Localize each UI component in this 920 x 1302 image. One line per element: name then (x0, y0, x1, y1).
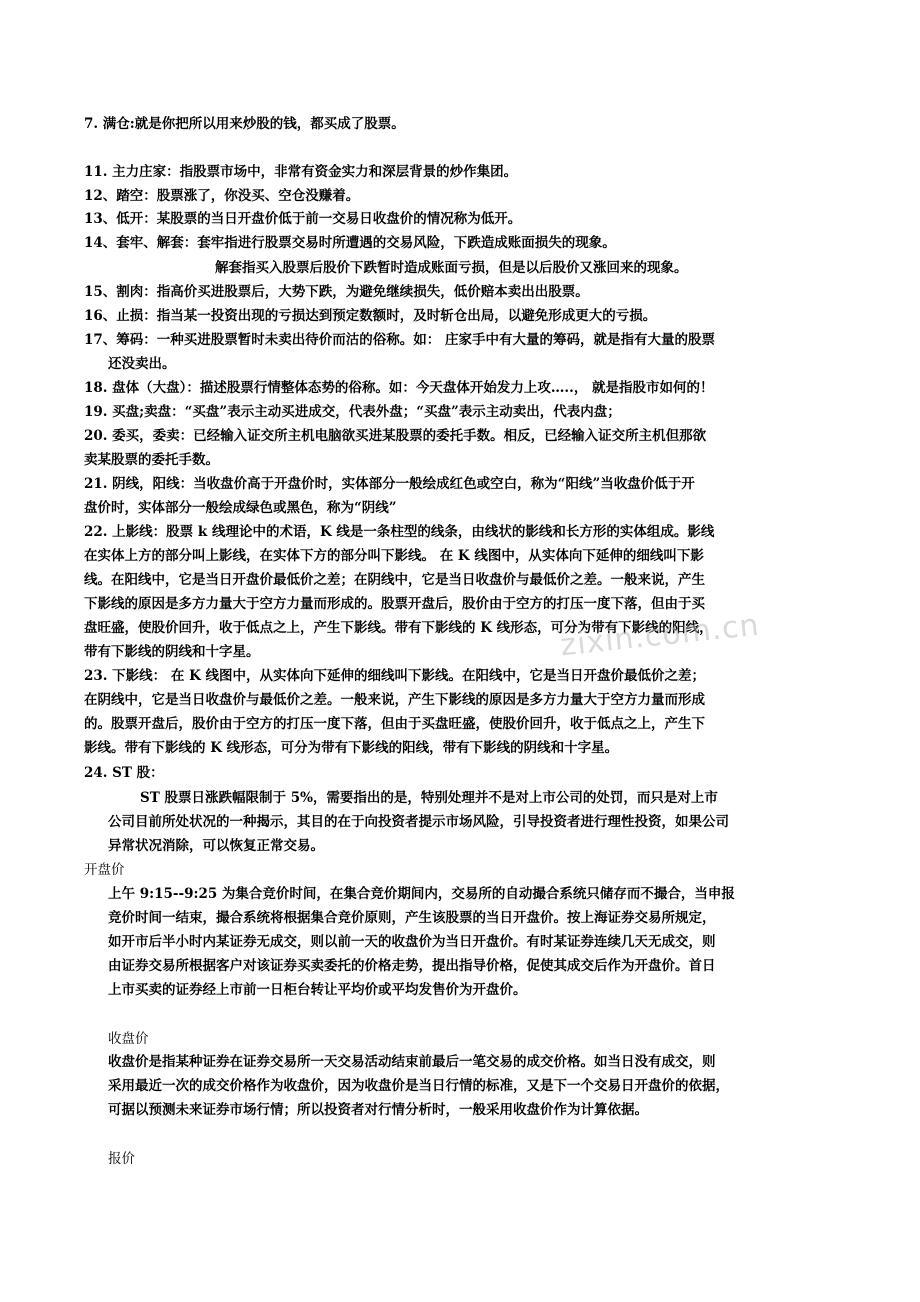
text-line: 异常状况消除，可以恢复正常交易。 (108, 838, 324, 854)
text-line: 盘旺盛，使股价回升，收于低点之上，产生下影线。带有下影线的 K 线形态，可分为带有下影线的阳线， (84, 620, 713, 636)
text-line: 解套指买入股票后股价下跌暂时造成账面亏损，但是以后股价又涨回来的现象。 (215, 260, 688, 276)
text-line: 竞价时间一结束，撮合系统将根据集合竞价原则，产生该股票的当日开盘价。按上海证券交易所规定， (108, 910, 716, 926)
text-line: 可据以预测未来证券市场行情；所以投资者对行情分析时，一般采用收盘价作为计算依据。 (108, 1102, 648, 1118)
text-line: 带有下影线的阴线和十字星。 (84, 644, 260, 660)
text-line: 17、筹码：一种买进股票暂时未卖出待价而沽的俗称。如： 庄家手中有大量的筹码，就是指有大量的股票 (84, 332, 715, 348)
text-line: 由证券交易所根据客户对该证券买卖委托的价格走势，提出指导价格，促使其成交后作为开盘价。首日 (108, 958, 716, 974)
text-line: 22. 上影线：股票 k 线理论中的术语，K 线是一条柱型的线条，由线状的影线和长方形的实体组成。影线 (84, 524, 715, 540)
text-line: 23. 下影线： 在 K 线图中，从实体向下延伸的细线叫下影线。在阳线中，它是当日开盘价最低价之差； (84, 668, 706, 684)
text-line: 的。股票开盘后，股价由于空方的打压一度下落，但由于买盘旺盛，使股价回升，收于低点之上，产生下 (84, 716, 705, 732)
text-line: 影线。带有下影线的 K 线形态，可分为带有下影线的阳线，带有下影线的阴线和十字星。 (84, 740, 619, 756)
text-line: ST 股票日涨跌幅限制于 5%，需要指出的是，特别处理并不是对上市公司的处罚，而只是对上市 (140, 790, 718, 806)
text-line: 盘价时，实体部分一般绘成绿色或黑色，称为“阴线” (84, 500, 397, 516)
text-line: 卖某股票的委托手数。 (84, 452, 219, 468)
text-line: 19. 买盘;卖盘：“买盘”表示主动买进成交，代表外盘；“买盘”表示主动卖出，代表内盘； (84, 404, 621, 420)
section-heading: 收盘价 (108, 1031, 149, 1047)
text-line: 收盘价是指某种证券在证券交易所一天交易活动结束前最后一笔交易的成交价格。如当日没有成交，则 (108, 1054, 716, 1070)
text-line: 18. 盘体（大盘）：描述股票行情整体态势的俗称。如：今天盘体开始发力上攻…..， 就是指股市如何的！ (84, 380, 714, 396)
text-line: 在实体上方的部分叫上影线，在实体下方的部分叫下影线。 在 K 线图中，从实体向下延伸的细线叫下影 (84, 548, 704, 564)
text-line: 11. 主力庄家：指股票市场中，非常有资金实力和深层背景的炒作集团。 (84, 164, 518, 180)
text-line: 公司目前所处状况的一种揭示，其目的在于向投资者提示市场风险，引导投资者进行理性投资，如果公司 (108, 814, 729, 830)
text-line: 如开市后半小时内某证券无成交，则以前一天的收盘价为当日开盘价。有时某证券连续几天无成交，则 (108, 934, 716, 950)
text-line: 采用最近一次的成交价格作为收盘价，因为收盘价是当日行情的标准，又是下一个交易日开盘价的依据， (108, 1078, 729, 1094)
section-heading: 开盘价 (84, 862, 125, 878)
text-line: 16、止损：指当某一投资出现的亏损达到预定数额时，及时斩仓出局，以避免形成更大的亏损。 (84, 308, 657, 324)
text-line: 20. 委买，委卖：已经输入证交所主机电脑欲买进某股票的委托手数。相反，已经输入证交所主机但那欲 (84, 428, 707, 444)
text-line: 上午 9:15--9:25 为集合竞价时间，在集合竞价期间内，交易所的自动撮合系统只储存而不撮合，当申报 (108, 886, 735, 902)
text-line: 还没卖出。 (108, 356, 176, 372)
text-line: 13、低开：某股票的当日开盘价低于前一交易日收盘价的情况称为低开。 (84, 211, 522, 227)
text-line: 上市买卖的证券经上市前一日柜台转让平均价或平均发售价为开盘价。 (108, 982, 527, 998)
text-line: 线。在阳线中，它是当日开盘价最低价之差；在阴线中，它是当日收盘价与最低价之差。一般来说，产生 (84, 572, 705, 588)
text-line: 在阴线中，它是当日收盘价与最低价之差。一般来说，产生下影线的原因是多方力量大于空方力量而形成 (84, 692, 705, 708)
text-line: 下影线的原因是多方力量大于空方力量而形成的。股票开盘后，股价由于空方的打压一度下落，但由于买 (84, 596, 705, 612)
text-line: 14、套牢、解套：套牢指进行股票交易时所遭遇的交易风险，下跌造成账面损失的现象。 (84, 235, 616, 251)
text-line: 7. 满仓:就是你把所以用来炒股的钱，都买成了股票。 (84, 116, 405, 132)
text-line: 12、踏空：股票涨了，你没买、空仓没赚着。 (84, 188, 360, 204)
text-line: 21. 阴线，阳线：当收盘价高于开盘价时，实体部分一般绘成红色或空白，称为“阳线”当收盘价低于开 (84, 476, 695, 492)
text-line: 15、割肉：指高价买进股票后，大势下跌，为避免继续损失，低价赔本卖出出股票。 (84, 284, 589, 300)
watermark: zixin.com.cn (558, 607, 762, 664)
text-line: 24. ST 股： (84, 765, 164, 781)
section-heading: 报价 (108, 1151, 135, 1167)
